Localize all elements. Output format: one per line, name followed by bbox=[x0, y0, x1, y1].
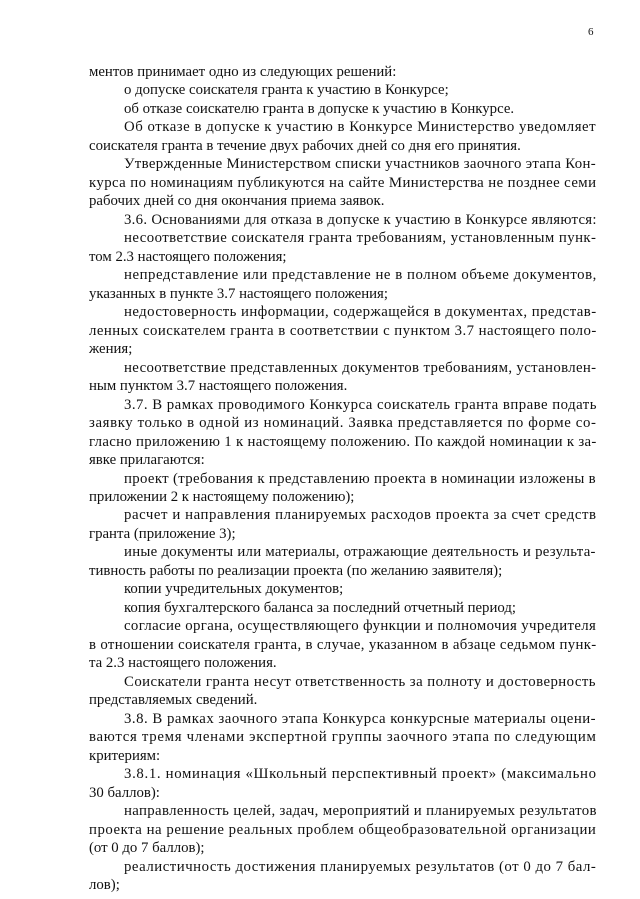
text-line: реалистичность достижения планируемых результатов (от 0 до 7 бал- bbox=[124, 858, 597, 875]
page-number: 6 bbox=[588, 26, 594, 38]
text-line: ментов принимает одно из следующих решений: bbox=[89, 64, 397, 80]
text-line: соискателя гранта в течение двух рабочих дней со дня его принятия. bbox=[89, 137, 521, 154]
text-line: том 2.3 настоящего положения; bbox=[89, 248, 287, 265]
text-line: копия бухгалтерского баланса за последний отчетный период; bbox=[124, 599, 516, 616]
text-line: жения; bbox=[89, 341, 133, 358]
text-line: об отказе соискателю гранта в допуске к участию в Конкурсе. bbox=[124, 100, 515, 117]
text-line: ваются тремя членами экспертной группы заочного этапа по следующим bbox=[89, 729, 597, 746]
text-line: Утвержденные Министерством списки участников заочного этапа Кон- bbox=[124, 156, 596, 173]
text-line: 30 баллов): bbox=[89, 784, 160, 801]
text-line: 3.8.1. номинация «Школьный перспективный проект» (максимально bbox=[124, 766, 597, 783]
text-line: направленность целей, задач, мероприятий и планируемых результатов bbox=[124, 803, 597, 820]
text-line: 3.7. В рамках проводимого Конкурса соискатель гранта вправе подать bbox=[124, 396, 597, 413]
text-line: 3.6. Основаниями для отказа в допуске к участию в Конкурсе являются: bbox=[124, 211, 597, 228]
text-line: Об отказе в допуске к участию в Конкурсе Министерство уведомляет bbox=[124, 119, 597, 136]
text-line: проекта на решение реальных проблем общеобразовательной организации bbox=[89, 821, 597, 838]
text-line: лов); bbox=[89, 877, 120, 893]
text-line: в отношении соискателя гранта, в случае, указанном в абзаце седьмом пунк- bbox=[89, 636, 597, 653]
text-line: указанных в пункте 3.7 настоящего положения; bbox=[89, 285, 388, 302]
text-line: тивность работы по реализации проекта (по желанию заявителя); bbox=[89, 562, 503, 579]
text-line: (от 0 до 7 баллов); bbox=[89, 840, 205, 857]
text-line: представляемых сведений. bbox=[89, 692, 258, 709]
text-line: рабочих дней со дня окончания приема заявок. bbox=[89, 193, 385, 210]
text-line: проект (требования к представлению проекта в номинации изложены в bbox=[124, 470, 597, 487]
text-line: ным пунктом 3.7 настоящего положения. bbox=[89, 378, 348, 395]
text-line: курса по номинациям публикуются на сайте Министерства не позднее семи bbox=[89, 174, 597, 191]
text-line: расчет и направления планируемых расходов проекта за счет средств bbox=[124, 507, 597, 524]
text-line: явке прилагаются: bbox=[89, 452, 205, 469]
text-line: приложении 2 к настоящему положению); bbox=[89, 488, 355, 505]
text-line: иные документы или материалы, отражающие деятельность и результа- bbox=[124, 544, 596, 561]
text-line: недостоверность информации, содержащейся в документах, представ- bbox=[124, 304, 597, 321]
text-line: согласие органа, осуществляющего функции и полномочия учредителя bbox=[124, 618, 597, 635]
text-line: та 2.3 настоящего положения. bbox=[89, 655, 277, 672]
text-line: 3.8. В рамках заочного этапа Конкурса конкурсные материалы оцени- bbox=[124, 710, 597, 727]
text-line: гласно приложению 1 к настоящему положению. По каждой номинации к за- bbox=[89, 433, 597, 450]
text-line: копии учредительных документов; bbox=[124, 581, 344, 598]
text-line: ленных соискателем гранта в соответствии с пунктом 3.7 настоящего поло- bbox=[89, 322, 597, 339]
text-line: Соискатели гранта несут ответственность за полноту и достоверность bbox=[124, 673, 596, 690]
text-line: о допуске соискателя гранта к участию в Конкурсе; bbox=[124, 82, 449, 99]
text-line: непредставление или представление не в полном объеме документов, bbox=[124, 267, 597, 284]
text-line: гранта (приложение 3); bbox=[89, 525, 236, 542]
text-line: критериям: bbox=[89, 747, 161, 764]
text-line: несоответствие соискателя гранта требованиям, установленным пунк- bbox=[124, 230, 597, 247]
text-line: заявку только в одной из номинаций. Заявка представляется по форме со- bbox=[89, 415, 597, 432]
text-line: несоответствие представленных документов требованиям, установлен- bbox=[124, 359, 597, 376]
